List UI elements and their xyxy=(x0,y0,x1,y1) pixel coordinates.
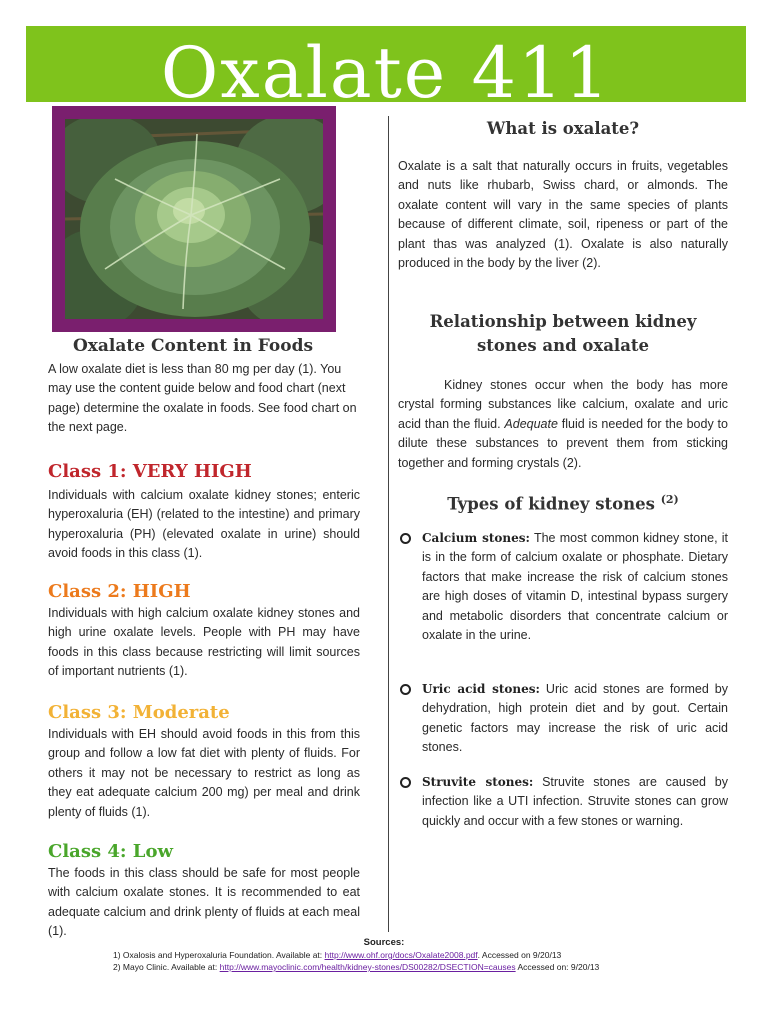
cabbage-image xyxy=(65,119,323,319)
types-heading: Types of kidney stones $^{(2)}$ xyxy=(447,493,679,514)
class-1-title: Class 1: VERY HIGH xyxy=(48,461,252,482)
class-2-title: Class 2: HIGH xyxy=(48,581,191,602)
class-2-text: Individuals with high calcium oxalate kidney stones and high urine oxalate levels. People with PH may have foods in this class because restricting will limit sources of important nutrients (1). xyxy=(48,606,360,679)
what-is-oxalate-heading: What is oxalate? xyxy=(486,119,640,138)
what-is-oxalate-text: Oxalate is a salt that naturally occurs in fruits, vegetables and nuts like rhubarb, Swiss chard, or almonds. The oxalate content will vary in the same species of plants because of different climate, soil, ripeness or part of the plant thas was analyzed (1). Oxalate is also naturally produced in the body by the liver (2). xyxy=(398,159,728,271)
source-2: 2) Mayo Clinic. Available at: http://www.mayoclinic.com/health/kidney-stones/DS00282/DSECTION=causes Accessed on: 9/20/13 xyxy=(113,962,600,972)
struvite-stones-text: Struvite stones: Struvite stones are caused by infection like a UTI infection. Struvite stones can grow quickly and occur with a few stones or warning. xyxy=(422,775,728,828)
cabbage-photo-frame xyxy=(52,106,336,332)
source-2-link[interactable]: http://www.mayoclinic.com/health/kidney-stones/DS00282/DSECTION=causes xyxy=(219,962,516,972)
class-4-text: The foods in this class should be safe for most people with calcium oxalate stones. It is recommended to eat adequate calcium and drink plenty of fluids at each meal (1). xyxy=(48,866,360,939)
class-3-title: Class 3: Moderate xyxy=(48,702,230,723)
oxalate-content-title: Oxalate Content in Foods xyxy=(72,336,314,356)
sources-title: Sources: xyxy=(363,937,405,948)
source-1: 1) Oxalosis and Hyperoxaluria Foundation. Available at: http://www.ohf.org/docs/Oxalate2008.pdf. Accessed on 9/20/13 xyxy=(113,950,562,960)
column-divider xyxy=(388,116,389,932)
uric-acid-stones-text: Uric acid stones: Uric acid stones are formed by dehydration, high protein diet and by gout. Certain genetic factors may increase the risk of uric acid stones. xyxy=(422,682,729,755)
bullet-icon xyxy=(400,684,411,695)
relationship-text: Kidney stones occur when the body has more crystal forming substances like calcium, oxalate and uric acid than the fluid. Adequate fluid is needed for the body to dilute these substances to prevent them from sticking together and forming crystals (2). xyxy=(398,378,728,470)
sources-section xyxy=(0,937,768,973)
page-title: Oxalate 411 xyxy=(160,32,612,102)
source-1-link[interactable]: http://www.ohf.org/docs/Oxalate2008.pdf xyxy=(324,950,478,960)
class-4-title: Class 4: Low xyxy=(48,841,173,862)
bullet-icon xyxy=(400,533,411,544)
intro-paragraph: A low oxalate diet is less than 80 mg per day (1). You may use the content guide below and food chart (next page) determine the oxalate in foods. See food chart on the next page. xyxy=(48,362,357,435)
title-banner xyxy=(26,26,746,102)
calcium-stones-text: Calcium stones: The most common kidney stone, it is in the form of calcium oxalate or phosphate. Dietary factors that make increase the risk of calcium stones are high doses of vitamin D, intestinal bypass surgery and metabolic disorders that concentrate calcium or oxalate in the urine. xyxy=(422,531,729,643)
bullet-icon xyxy=(400,777,411,788)
class-1-text: Individuals with calcium oxalate kidney stones; enteric hyperoxaluria (EH) (related to the intestine) and primary hyperoxaluria (PH) (elevated oxalate in urine) should avoid foods in this class (1). xyxy=(48,488,360,561)
class-3-text: Individuals with EH should avoid foods in this from this group and follow a low fat diet with plenty of fluids. For others it may not be necessary to restrict as long as they eat adequate calcium 200 mg) per meal and drink plenty of fluids (1). xyxy=(48,727,360,819)
relationship-heading: Relationship between kidney stones and oxalate xyxy=(429,312,697,355)
